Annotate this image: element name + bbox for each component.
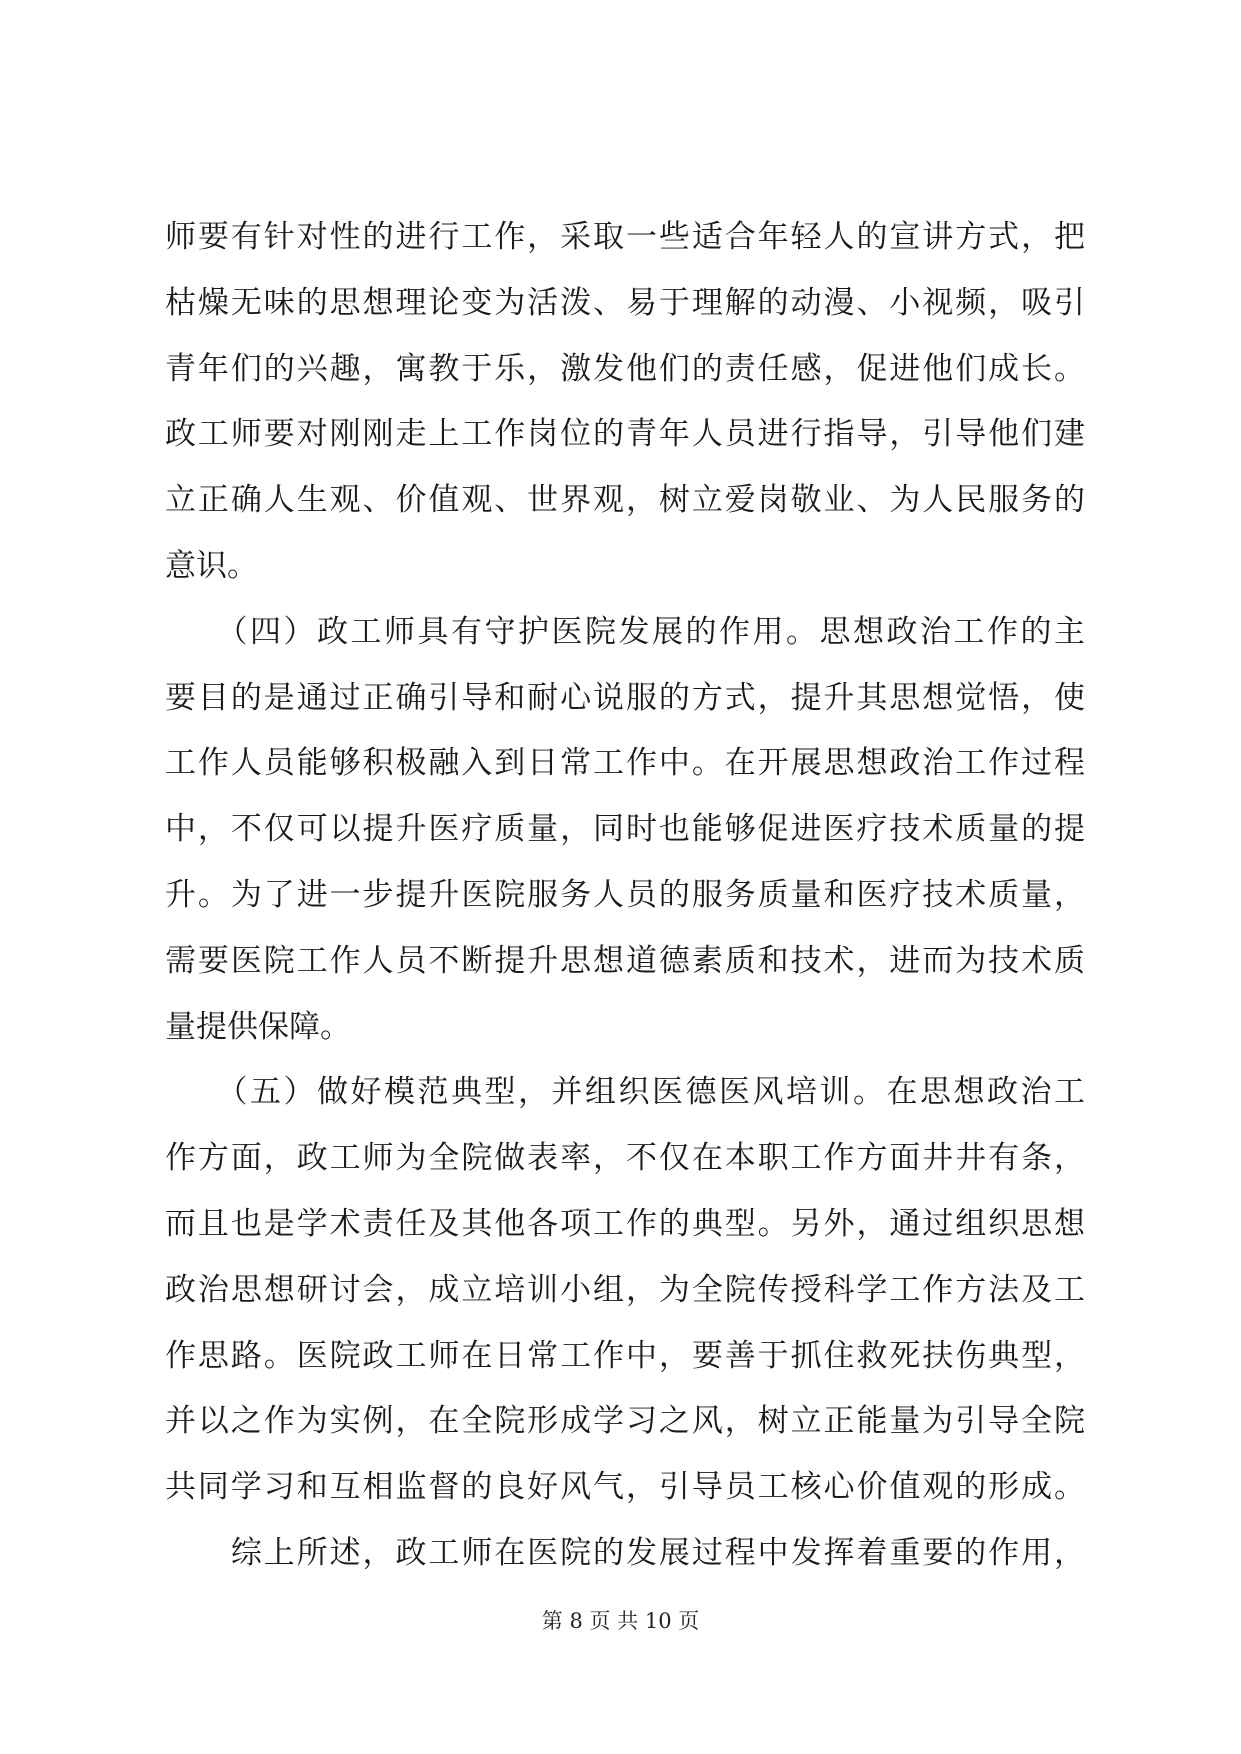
- text-line: 综上所述，政工师在医院的发展过程中发挥着重要的作用，: [165, 1534, 1085, 1571]
- text-line: 中，不仅可以提升医疗质量，同时也能够促进医疗技术质量的提: [165, 811, 1085, 848]
- text-line: 共同学习和互相监督的良好风气，引导员工核心价值观的形成。: [165, 1469, 1085, 1506]
- text-line: 升。为了进一步提升医院服务人员的服务质量和医疗技术质量，: [165, 876, 1085, 913]
- text-line: 立正确人生观、价值观、世界观，树立爱岗敬业、为人民服务的: [165, 482, 1085, 519]
- text-line: 枯燥无味的思想理论变为活泼、易于理解的动漫、小视频，吸引: [165, 284, 1085, 321]
- text-line: 青年们的兴趣，寓教于乐，激发他们的责任感，促进他们成长。: [165, 350, 1085, 387]
- text-line: 政治思想研讨会，成立培训小组，为全院传授科学工作方法及工: [165, 1271, 1085, 1308]
- text-line: 工作人员能够积极融入到日常工作中。在开展思想政治工作过程: [165, 745, 1085, 782]
- text-line: 意识。: [165, 547, 258, 584]
- text-line: （四）政工师具有守护医院发展的作用。思想政治工作的主: [165, 613, 1085, 650]
- text-line: 作思路。医院政工师在日常工作中，要善于抓住救死扶伤典型，: [165, 1337, 1085, 1374]
- text-line: 政工师要对刚刚走上工作岗位的青年人员进行指导，引导他们建: [165, 416, 1085, 453]
- text-line: 量提供保障。: [165, 1008, 351, 1045]
- body-text: [165, 205, 1085, 1587]
- page-footer: 第 8 页 共 10 页: [541, 1609, 700, 1633]
- text-line: 要目的是通过正确引导和耐心说服的方式，提升其思想觉悟，使: [165, 679, 1085, 716]
- text-line: 并以之作为实例，在全院形成学习之风，树立正能量为引导全院: [165, 1403, 1085, 1440]
- text-line: 作方面，政工师为全院做表率，不仅在本职工作方面井井有条，: [165, 1140, 1085, 1177]
- text-line: （五）做好模范典型，并组织医德医风培训。在思想政治工: [165, 1074, 1085, 1111]
- text-line: 师要有针对性的进行工作，采取一些适合年轻人的宣讲方式，把: [165, 219, 1085, 255]
- text-line: 需要医院工作人员不断提升思想道德素质和技术，进而为技术质: [165, 942, 1085, 979]
- text-line: 而且也是学术责任及其他各项工作的典型。另外，通过组织思想: [165, 1205, 1085, 1242]
